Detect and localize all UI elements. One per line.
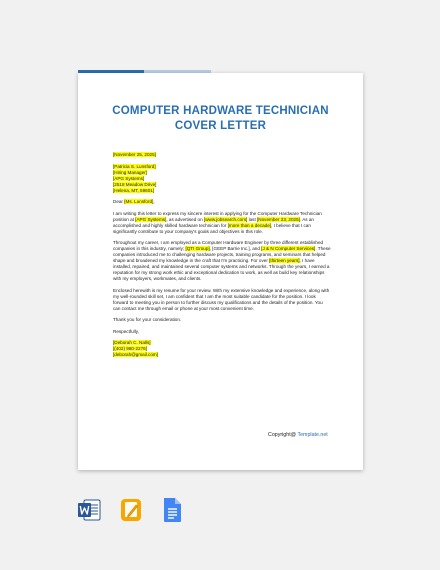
paragraph-thanks: Thank you for your consideration.	[113, 317, 182, 322]
salutation	[113, 199, 331, 205]
paragraph-intro	[113, 211, 331, 235]
p1-text-4: . As an accomplished and highly skilled hardware technician for	[113, 216, 314, 228]
p1-source: [www.jobsearch.com]	[203, 216, 248, 222]
salutation-prefix: Dear	[113, 199, 125, 204]
sender-block	[113, 340, 331, 358]
recipient-street: [2518 Meadow Drive]	[113, 181, 157, 187]
sender-phone: [(402) 980-2276]	[113, 346, 147, 351]
letter-body	[113, 152, 331, 364]
paragraph-experience	[113, 240, 331, 282]
p2-text-2: , [GEEP Barrie Inc.], and	[209, 246, 262, 251]
recipient-city: [Helena, MT, 59601]	[113, 187, 155, 193]
title-line-1: COMPUTER HARDWARE TECHNICIAN	[112, 105, 329, 117]
p1-date: [November 23, 2025]	[257, 216, 300, 222]
p2-text-4: , I have installed, repaired, and maintained several computer systems and networks. Through the years, I earned a reputation for my strong work ethic and exceptional dedication to work, as well as build key relationships with my employers, workmates, and clients.	[113, 258, 330, 281]
letter-preview[interactable]	[78, 73, 363, 470]
p1-text-3: last	[247, 216, 258, 222]
p1-text-5: , I believe that I can significantly contribute to your company's goals and objectives in this role.	[113, 222, 311, 234]
template-net-link[interactable]: Template.net	[297, 432, 328, 438]
recipient-name: [Patricia S. Lunsford]	[113, 163, 156, 169]
p1-company: [APG Systems]	[135, 216, 167, 222]
pages-icon[interactable]	[120, 497, 143, 523]
p1-text-1: I am writing this letter to express my sincere interest in applying for the Computer Hardware Technician position at	[113, 210, 322, 222]
sender-email: [deborah@gmail.com]	[113, 352, 159, 357]
closing-word: Respectfully,	[113, 328, 139, 334]
recipient-position: [Hiring Manager]	[113, 169, 147, 175]
salutation-name: [Ms. Lunsford]	[124, 199, 154, 204]
copyright-prefix: Copyright@	[268, 432, 298, 438]
google-docs-icon[interactable]	[161, 497, 184, 523]
p2-company-1: [QTI Group]	[185, 246, 210, 251]
p1-text-2: , as advertised on	[166, 216, 204, 222]
recipient-block	[113, 164, 331, 194]
letter-date: [November 25, 2025]	[113, 152, 156, 157]
salutation-suffix: ,	[153, 199, 155, 204]
recipient-company: [APG Systems]	[113, 175, 145, 181]
title-line-2: COVER LETTER	[174, 120, 267, 132]
page-title	[78, 104, 363, 134]
date-block	[113, 152, 331, 158]
p2-text-1: Throughout my career, I am employed as a Computer Hardware Engineer by three different established companies in this industry, namely;	[113, 240, 324, 251]
copyright-footer	[268, 432, 328, 438]
p2-text-3: . These companies introduced me to challenging hardware projects, training programs, and seminars that helped shape and broadened my knowledge in the craft that I'm practicing. For over	[113, 246, 331, 263]
p1-duration: [more than a decade]	[227, 222, 272, 228]
p2-years: [thirteen years]	[269, 258, 300, 263]
word-icon[interactable]	[78, 497, 101, 523]
paragraph-closing: Enclosed herewith is my resume for your review. With my extensive knowledge and experience, along with my well-rounded skill set, I am confident that I am the most suitable candidate for the position. I look forward to meeting you in person to further discuss my qualifications and the details of the position. You can contact me through email or phone at your most convenient time.	[113, 287, 330, 311]
p2-company-3: [J & N Computer Services]	[261, 246, 316, 251]
sender-name: [Deborah C. Nalls]	[113, 340, 151, 345]
